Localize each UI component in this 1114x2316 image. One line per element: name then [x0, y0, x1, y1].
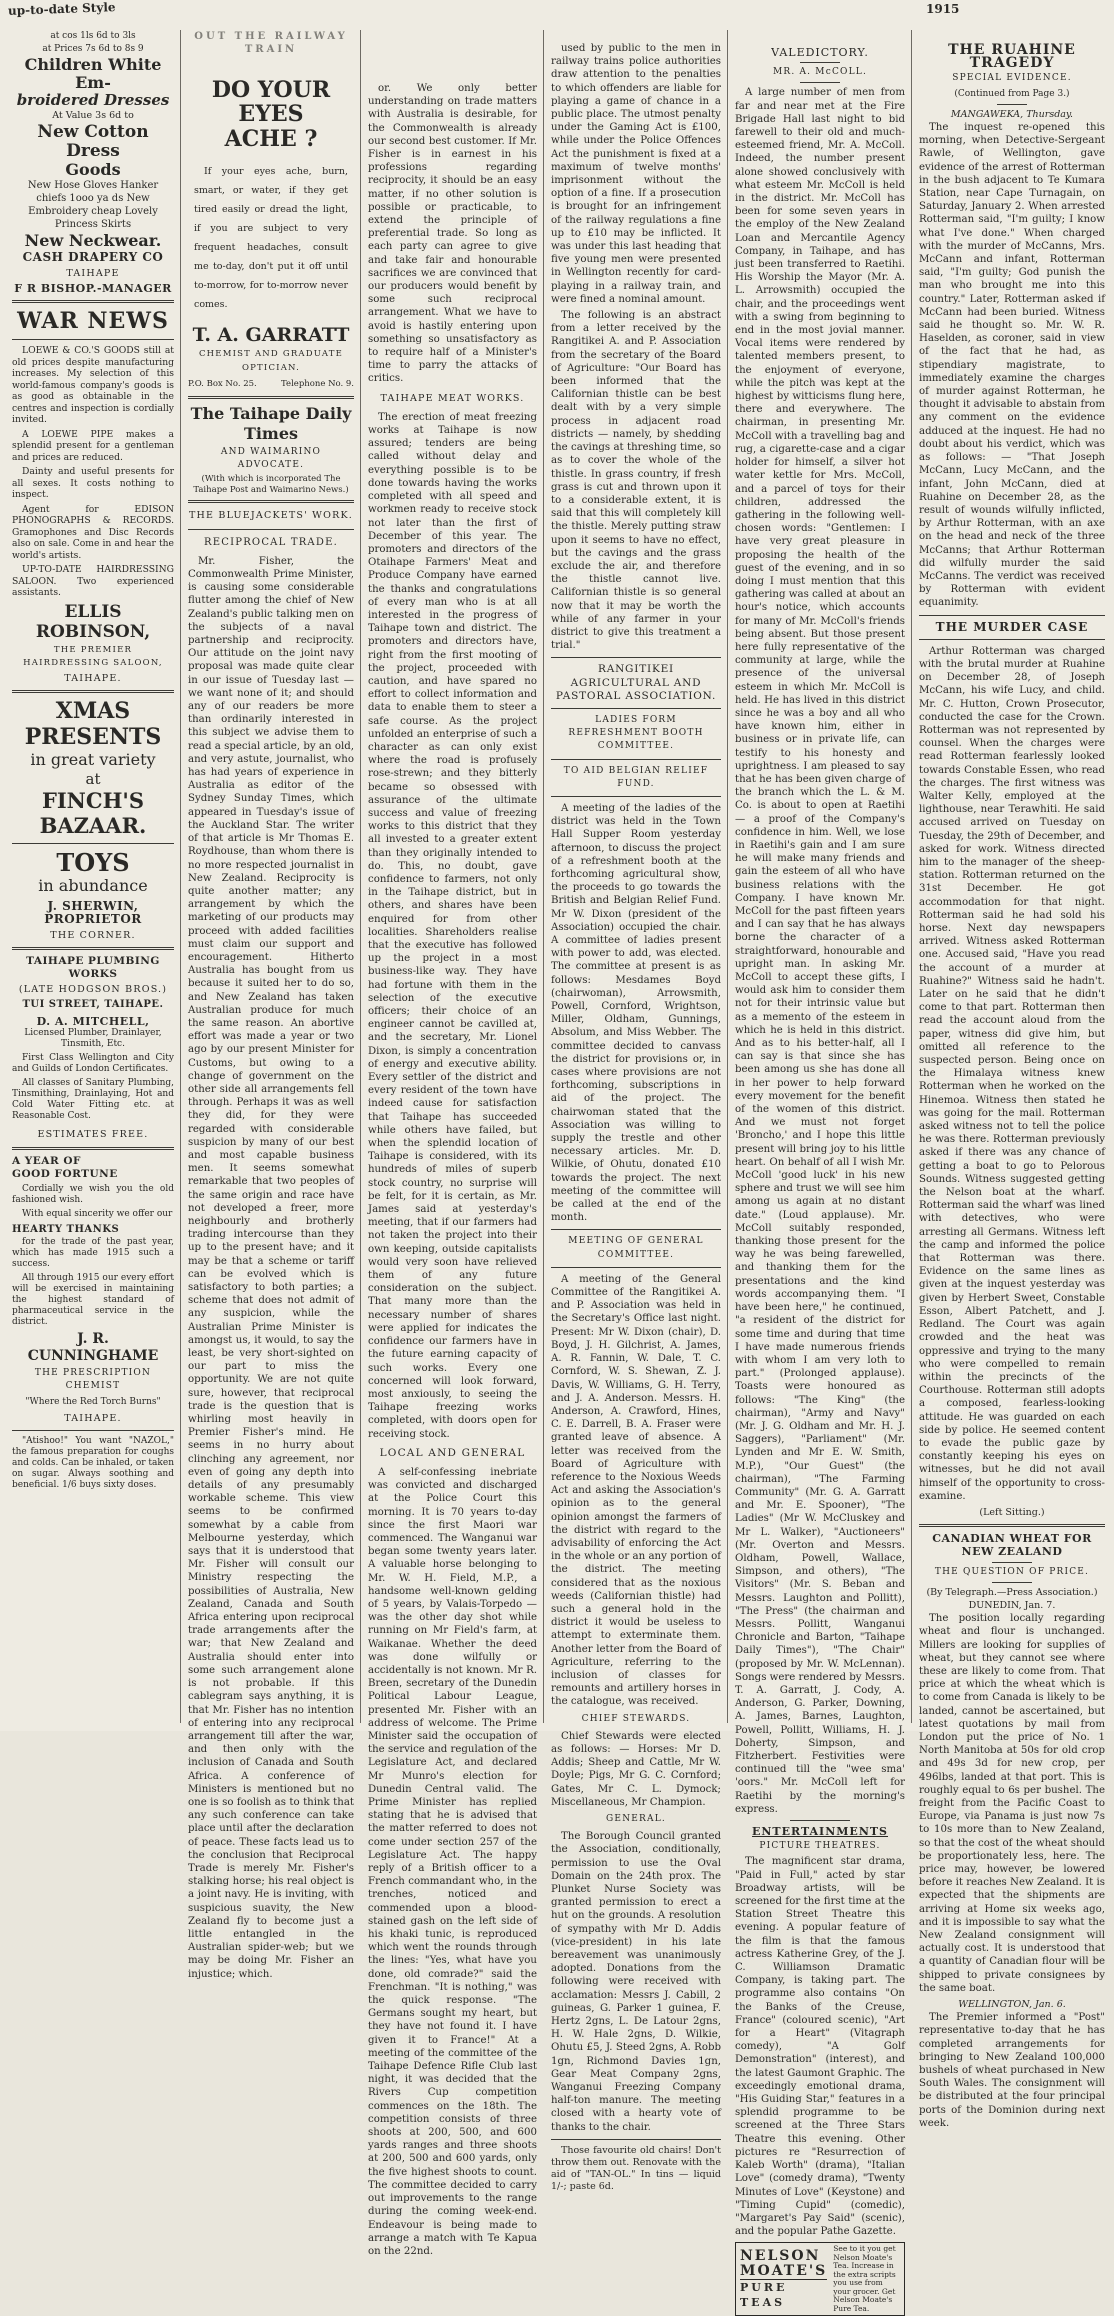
ad-proprietor: J. SHERWIN, PROPRIETOR	[44, 899, 142, 927]
article-heading: THE RUAHINE TRAGEDY	[948, 42, 1076, 72]
divider	[919, 1524, 1105, 1527]
ad-line: Licensed Plumber, Drainlayer, Tinsmith, Etc.	[24, 1027, 162, 1049]
contact-row	[188, 378, 354, 391]
ad-text: With equal sincerity we offer our	[22, 1209, 173, 1220]
ad-headline: ELLIS ROBINSON,	[35, 601, 151, 642]
column-tragedy	[919, 30, 1105, 2129]
nelson-moate-ad	[735, 2242, 905, 2316]
ad-headline: HEARTY THANKS	[12, 1224, 120, 1236]
ad-proprietor: T. A. GARRATT	[192, 324, 350, 347]
article-body: Arthur Rotterman was charged with the brutal murder at Ruahine on December 28, of Joseph McCann, his wife Lucy, and child. Mr. C. Hutton, Crown Prosecutor, conducted the case for the Crown. Rotterman was not represented by counsel. When the charges were read Rotterman fearlessly looked towards Constable Essen, who read the charges. The first witness was Walter Kelly, employed at the lighthouse, near Terawhiti. He said accused arrived on Tuesday on Tuesday, the 29th of December, and asked for work. Witness directed him to the manager of the sheep-station. Rotterman returned on the 31st December. He got accommodation for that night. Rotterman said he had sold his horse. Next day newspapers arrived. Witness asked Rotterman one. Accused said, "Have you read the account of a murder at Ruahine?" Witness said he hadn't. Later on he said that he didn't come to that part. Rotterman then read the account aloud from the paper, witness did give him, but omitted all reference to the suspected person. Being once on the Himalaya witness knew Rotterman when he worked on the Hinemoa. Witness then stated he was going for the mail. Rotterman asked witness not to tell the police he was there. Rotterman previously asked if there was any chance of getting a boat to go to Pelorous Sounds. Witness suggested getting the Nelson boat at the wharf. Rotterman said the wharf was lined with detectives, who were arresting all Germans. Witness left the camp and informed the police that Rotterman was there. Evidence on the same lines as given at the inquest yesterday was given by Herbert Sweet, Constable Esson, Albert Patchett, and J. Redland. The Court was again crowded and the heat was oppressive and trying to the many who were compelled to remain within the precincts of the Courthouse. Rotterman still adopts a composed, fearless-looking attitude. He was guarded on each side by police. He seemed content to evade the public gaze by constantly keeping his eyes on witnesses, but he did not avail himself of the opportunity to cross-examine.	[919, 645, 1105, 1502]
divider	[997, 104, 1027, 105]
article-body: Chief Stewards were elected as follows: — Horses: Mr D. Addis; Sheep and Cattle, Mr W. Doyle; Pigs, Mr G. C. Cornford; Gates, Mr C. L. Dymock; Miscellaneous, Mr Champion.	[551, 1730, 721, 1808]
divider	[188, 529, 354, 530]
article-heading: LOCAL AND GENERAL	[379, 1446, 526, 1459]
po-box: P.O. Box No. 25.	[188, 378, 257, 389]
article-heading: VALEDICTORY.	[771, 46, 869, 59]
ad-headline: Goods	[65, 159, 121, 179]
article-body: The erection of meat freezing works at Taihape is now assured; tenders are being called without delay and everything possible is to be done towards having the works completed with all speed and workmen ready to receive stock not later than the first of December of this year. The promoters and directors of the Otaihape Farmers' Meat and Produce Company have earned the thanks and congratulations of every man who is at all interested in the progress of Taihape town and district. The promoters and directors have, right from the first mooting of the project, proceeded with caution, and have spared no effort to collect information and data to enable them to steer a safe course. As the project unfolded an enterprise of such a character as can only exist where the road is profusely rose-strewn; and they bitterly became so obsessed with assurance of the ultimate success and value of freezing works to this district that they all invested to a greater extent than they originally intended to do. This, no doubt, gave confidence to farmers, not only in the Taihape district, but in others, and shares have been enquired for from other localities. Shareholders realise that the executive has followed up the project in a most business-like way. They have had fortune with them in the selection of the executive officers; their choice of an engineer cannot be cavilled at, and the secretary, Mr. Lionel Dixon, is simply a concentration of energy and executive ability. Every settler of the district and every resident of the town have indeed cause for satisfaction that Taihape has succeeded while others have failed, but when the splendid location of Taihape is considered, with its hundreds of miles of superb stock country, no surprise will be felt, for it is certain, as Mr. James said at yesterday's meeting, that if our farmers had not taken the project into their own keeping, outside capitalists would very soon have relieved them of any future consideration on the subject. That many more than the necessary number of shares were applied for indicates the confidence our farmers have in the future earning capacity of such works. Every one concerned will look forward, most anxiously, to seeing the Taihape freezing works completed, with doors open for receiving stock.	[368, 411, 537, 1440]
ad-proprietor: J. R. CUNNINGHAME	[27, 1330, 159, 1364]
article-body: The Premier informed a "Post" representative to-day that he has completed arrangements for bringing to New Zealand 100,000 bushels of wheat purchased in New South Wales. The consignment will be distributed at the four principal ports of the Dominion during next week.	[919, 2012, 1105, 2129]
ad-line: in abundance	[38, 876, 148, 896]
article-body: used by public to the men in railway trains police authorities draw attention to the penalties to which offenders are liable for playing a game of chance in a public place. The utmost penalty under the Gaming Act is £100, while under the Police Offences Act the punishment is fixed at a maximum of twelve months' imprisonment without the option of a fine. If a prosecution is brought for an infringement of the railway regulations a fine up to £10 may be inflicted. It was under this last heading that five young men were presented in Wellington recently for card-playing in a railway train, and were fined a nominal amount.	[551, 43, 721, 305]
article-note: (Left Sitting.)	[979, 1506, 1045, 1518]
article-heading: RECIPROCAL TRADE.	[204, 536, 338, 548]
ad-line: Embroidery cheap Lovely	[28, 206, 158, 218]
ad-text: LOEWE & CO.'S GOODS still at old prices despite manufacturing increases. My selection of this world-famous company's goods is as good as obtainable in the centres and inspection is cordially invited.	[12, 345, 174, 426]
ad-text: All classes of Sanitary Plumbing, Tinsmithing, Drainlaying, Hot and Cold Water Fitting etc. at Reasonable Cost.	[12, 1077, 174, 1121]
divider	[551, 2139, 721, 2140]
article-body: A meeting of the ladies of the district was held in the Town Hall Supper Room yesterday afternoon, to discuss the project of a refreshment booth at the forthcoming agricultural show, the proceeds to go towards the British and Belgian Relief Fund. Mr W. Dixon (president of the Association) occupied the chair. A committee of ladies present with power to add, was elected. The committee at present is as follows: Mesdames Boyd (chairwoman), Arrowsmith, Powell, Cornford, Wrightson, Miller, Oldham, Gunnings, Absolum, and Miss Webber. The committee decided to canvass the district for provisions or, in cases where provisions are not forthcoming, subscriptions in aid of the project. The chairwoman stated that the Association was willing to supply the trestle and other necessary articles. Mr. D. Wilkie, of Ohutu, donated £10 towards the project. The next meeting of the committee will be called at the end of the month.	[551, 802, 721, 1224]
article-heading: ENTERTAINMENTS	[751, 1825, 889, 1839]
article-heading: CANADIAN WHEAT FOR NEW ZEALAND	[932, 1532, 1092, 1559]
article-body: The following is an abstract from a letter received by the Rangitikei A. and P. Association from the secretary of the Board of Agriculture: "Our Board has been informed that the Californian thistle can be best dealt with by a very simple process in adjacent road districts — namely, by shedding the cavings at threshing time, so as to cover the whole of the thistle. In grass country, if fresh grass is cut and thrown upon it to a considerable extent, it is said that this will completely kill the thistle. Merely putting straw upon it seems to have no effect, but the cavings and the grass exclude the air, and therefore the thistle cannot live. Californian thistle is so general now that it may be worth the while of any farmer in your district to give this treatment a trial."	[551, 310, 721, 652]
column-ads-left	[12, 30, 174, 1723]
ad-fine-print: See to it you get Nelson Moate's Tea. Increase in the extra scripts you use from your grocer. Get Nelson Moate's Pure Tea.	[833, 2244, 896, 2313]
ad-headline: XMAS PRESENTS	[24, 698, 162, 751]
article-body: The position locally regarding wheat and flour is unchanged. Millers are looking for supplies of wheat, but they cannot see where these are likely to come from. That price at which the wheat which is to come from Canada is likely to be landed, cannot be ascertained, but latest quotations by mail from London put the price of No. 1 North Manitoba at 50s for old crop and 49s 3d for new crop, per 496lbs, landed at that port. This is roughly equal to 6s per bushel. The freight from the Pacific Coast to Europe, via Panama is just now 7s to 10s more than to New Zealand, so that the cost of the wheat should be proportionately less, here. The price may, however, be lowered before it reaches New Zealand. It is expected that the shipments are arriving at Home six weeks ago, and it is impossible to say what the New Zealand consignment will actually cost. It is understood that a quantity of Canadian flour will be shipped to private consignees by the same boat.	[919, 1613, 1105, 1994]
page-number: 1915	[926, 2, 960, 16]
column-rule	[727, 30, 728, 1723]
ad-headline: WAR NEWS	[17, 308, 169, 335]
divider	[790, 1820, 850, 1821]
ad-text: All through 1915 our every effort will be exercised in maintaining the highest standard of pharmaceutical service in the district.	[12, 1272, 174, 1327]
ad-text: If your eyes ache, burn, smart, or water, if they get tired easily or dread the light, if you are subject to very frequent headaches, consult me to-day, don't put it off until to-morrow, for to-morrow never comes.	[194, 166, 348, 311]
divider	[551, 1229, 721, 1230]
ad-line: THE CORNER.	[50, 929, 136, 941]
article-subheading: SPECIAL EVIDENCE.	[952, 73, 1072, 84]
dateline: WELLINGTON, Jan. 6.	[958, 1999, 1066, 2011]
divider	[188, 396, 354, 399]
masthead-left: up-to-date Style	[7, 0, 116, 18]
ad-headline: New Cotton Dress	[37, 121, 149, 161]
ad-text: UP-TO-DATE HAIRDRESSING SALOON. Two experienced assistants.	[12, 564, 174, 599]
article-subheading: LADIES FORM REFRESHMENT BOOTH COMMITTEE.	[568, 714, 704, 752]
article-subheading: GENERAL.	[606, 1814, 666, 1824]
article-body: The Borough Council granted the Association, conditionally, permission to use the Oval Domain on the 24th prox. The Plunket Nurse Society was granted permission to erect a hut on the grounds. A resolution of sympathy with Mr D. Addis (vice-president) in his late bereavement was unanimously adopted. Donations from the following were received with acclamation: Messrs J. Cabill, 2 guineas, G. Parker 1 guinea, F. Hertz 2gns, L. De Latour 2gns, H. W. Hale 2gns, D. Wilkie, Ohutu £5, J. Steed 2gns, A. Robb 1gn, Richmond Davies 1gn, Gear Meat Company 2gns, Wanganui Freezing Company half-ton manure. The meeting closed with a hearty vote of thanks to the chair.	[551, 1831, 721, 2133]
divider	[992, 1582, 1032, 1583]
ad-line: ESTIMATES FREE.	[37, 1128, 149, 1140]
divider	[919, 615, 1105, 616]
column-rule	[911, 30, 912, 1723]
ad-text: Cordially we wish you the old fashioned wish.	[12, 1184, 174, 1206]
divider	[12, 1147, 174, 1150]
article-body: The magnificent star drama, "Paid in Full," acted by star Broadway artists, will be screened for the first time at the Station Street Theatre this evening. A popular feature of the film is that the famous actress Katherine Grey, of the J. C. Williamson Dramatic Company, is taking part. The programme also contains "On the Banks of the Creuse, France" (coloured scenic), "Art for a Heart" (Vitagraph comedy), "A Golf Demonstration" (interest), and the latest Gaumont Graphic. The exceedingly emotional drama, "His Guiding Star," features in a splendid programme to be screened at the Three Stars Theatre this evening. Other pictures re "Resurrection of Kaleb Worth" (drama), "Italian Love" (comedy drama), "Twenty Minutes of Love" (Keystone) and "Timing Cupid" (comedic), "Margaret's Pay Said" (scenic), and the popular Pathe Gazette.	[735, 1856, 905, 2238]
ad-line: THE PREMIER HAIRDRESSING SALOON,	[23, 644, 163, 668]
divider	[12, 947, 174, 950]
ad-line: CHEMIST AND GRADUATE OPTICIAN.	[198, 349, 344, 373]
ad-text: for the trade of the past year, which has made 1915 such a success.	[12, 1236, 174, 1269]
column-rule	[360, 30, 361, 1723]
divider	[12, 843, 174, 844]
divider	[12, 339, 174, 340]
divider	[551, 1267, 721, 1268]
dateline: (By Telegraph.—Press Association.) DUNEDIN, Jan. 7.	[926, 1586, 1098, 1611]
ad-headline: Children White Em-	[24, 55, 162, 93]
divider	[551, 759, 721, 760]
divider	[551, 708, 721, 709]
column-rule	[543, 30, 544, 1723]
newspaper-subtitle: AND WAIMARINO ADVOCATE.	[220, 447, 322, 471]
ad-line: at	[85, 770, 101, 789]
article-heading: TAIHAPE MEAT WORKS.	[380, 392, 525, 404]
ad-headline: broidered Dresses	[16, 91, 170, 110]
article-body: The inquest re-opened this morning, when Detective-Sergeant Rawle, of Wellington, gave evidence of the arrest of Rotterman in the bush adjacent to Te Kumara Station, near Cape Turnagain, on Saturday, January 2. When arrested Rotterman said, "I'm guilty; I know what I've done." When charged with the murder of McCanns, Mrs. McCann and infant, Rotterman said, "I'm guilty; God punish the man who brought me into this country." Later, Rotterman asked if McCann had been buried. Witness said he thought so. Mr. W. R. Haselden, as coroner, said in view of the fact that he had, as stipendiary magistrate, to immediately examine the charges of murder against Rotterman, he thought it advisable to abstain from any comment on the evidence adduced at the inquest. He had no doubt about his verdict, which was as follows: — "That Joseph McCann, Lucy McCann, and the infant, John McCann, died at Ruahine on December 28, as the result of wounds wilfully inflicted, by Arthur Rotterman, with an axe on the head and neck of the three McCanns; that Arthur Rotterman did wilfully murder the said McCanns. The verdict was received by Rotterman with evident equanimity.	[919, 122, 1105, 609]
divider	[919, 639, 1105, 640]
ad-company: TAIHAPE PLUMBING WORKS	[26, 954, 160, 980]
article-subheading: PICTURE THEATRES.	[759, 1841, 881, 1852]
ad-line: At Value 3s 6d to	[52, 110, 134, 122]
ad-town: TAIHAPE.	[64, 672, 122, 684]
article-body: A large number of men from far and near met at the Fire Brigade Hall last night to bid farewell to their old and much-esteemed friend, Mr. A. McColl. Indeed, the number present alone showed conclusively with what esteem Mr. McColl is held in the district. Mr. McColl has been for some seven years in the employ of the New Zealand Loan and Mercantile Agency Company, in Taihape, and has just been transferred to Raetihi. His Worship the Mayor (Mr. A. L. Arrowsmith) occupied the chair, and the proceedings went with a swing from beginning to end in the most jovial manner. Vocal items were rendered by talented members present, to the enjoyment of everyone, while the pitch was kept at the highest by witticisms flung here, there and everywhere. The chairman, in presenting Mr. McColl with a travelling bag and rug, a cigarette-case and a cigar holder for himself, a silver hot water kettle for Mrs. McColl, and a parcel of toys for their children, addressed the gathering in the following well-chosen words: "Gentlemen: I have very great pleasure in proposing the health of the guest of the evening, and in so doing I must mention that this gathering was called at about an hour's notice, which accounts for many of Mr. McColl's friends being absent. But those present here fully representative of the community at large, while the presence of the universal esteem in which Mr. McColl is held. He has lived in this district since he was a boy and all who have known him, either in business or in private life, can testify to his honesty and uprightness. I am pleased to say that he has been given charge of the branch which the L. & M. Co. is about to open at Raetihi — a proof of the Company's confidence in him. Well, we lose in Raetihi's gain and I am sure he will make many friends and gain the esteem of all who have business relations with the Company. I have known Mr. McColl for the past fifteen years and I can say that he has always borne the character of a straightforward, honourable and upright man. In asking Mr. McColl to accept these gifts, I would ask him to consider them not for their intrinsic value but as a memento of the esteem in which he is held in this district. And as to his better-half, all I can say is that since she has been among us she has done all in her power to help forward every movement for the benefit of the women of this district. And we must not forget 'Broncho,' and I hope this little present will bring joy to his little heart. On behalf of all I wish Mr. McColl 'good luck' in his new sphere and trust we will see him among us again at no distant date." (Loud applause). Mr. McColl suitably responded, thanking those present for the way he was being farewelled, and thanking them for the presentations and the kind words accompanying them. "I have been here," he continued, "a resident of the district for some time and during that time I have made numerous friends with whom I am very loth to part." (Prolonged applause). Toasts were honoured as follows: "The King" (the chairman), "Army and Navy" (Mr. J. G. Oldham and Mr. H. J. Saggers), "Parliament" (Mr. Lynden and Mr E. W. Smith, M.P.), "Our Guest" (the chairman), "The Farming Community" (Mr. G. A. Garratt and Mr. E. Spooner), "The Ladies" (Mr W. McCluskey and Mr L. Walker), "Auctioneers" (Mr. Overton and Messrs. Oldham, Powell, Wallace, Simpson, and others), "The Visitors" (Mr. S. Beban and Messrs. Laughton and Pollitt), "The Press" (the chairman and Messrs. Pollitt, Wanganui Chronicle and Barton, "Taihape Daily Times"), "The Chair" (proposed by Mr. W. McLennan). Songs were rendered by Messrs. T. A. Garratt, J. Cody, A. Anderson, G. Parker, Downing, A. James, Barnes, Laughton, Powell, Pollitt, Williams, H. J. Doherty, Simpson, and Fitzherbert. Festivities were continued till the "wee sma' 'oors." Mr. McColl left for Raetihi by the morning's express.	[735, 87, 905, 1815]
ad-text: "Atishoo!" You want "NAZOL," the famous preparation for coughs and colds. Can be inhaled, or taken on sugar. Always soothing and beneficial. 1/6 buys sixty doses.	[12, 1436, 174, 1491]
prices-line: at Prices 7s 6d to 8s 9	[42, 44, 144, 55]
ad-town: TAIHAPE	[66, 267, 120, 279]
prices-line: at cos 1ls 6d to 3ls	[50, 31, 136, 41]
article-subheading: CHIEF STEWARDS.	[581, 1713, 691, 1724]
article-heading: RANGITIKEI AGRICULTURAL AND PASTORAL ASSOCIATION.	[555, 663, 717, 702]
article-body: or. We only better understanding on trade matters with Australia is desirable, for the Commonwealth is already our second best customer. If Mr. Fisher is in earnest in his professions regarding reciprocity, it should be an easy matter, if no other solution is possible or practicable, to extend the principle of preferential trade. So long as each party can agree to give and take fair and honourable sacrifices we are convinced that our producers would benefit by some such reciprocal arrangement. What we have to avoid is hastily entering upon something so unsatisfactory as to require half of a Minister's time to parry the attacks of critics.	[368, 83, 537, 385]
article-body: A self-confessing inebriate was convicted and discharged at the Police Court this morning. It is 70 years to-day since the first Maori war commenced. The Wanganui war began some twenty years later. A valuable horse belonging to Mr. W. H. Field, M.P., a handsome well-known gelding of 5 years, by Valais-Torpedo — was the other day shot while running on Mr Field's farm, at Waikanae. Whether the deed was done wilfully or accidentally is not known. Mr R. Breen, secretary of the Dunedin Political Labour League, presented Mr. Fisher with an address of welcome. The Prime Minister said the occupation of the service and regulation of the Legislature Act, and declared Mr Munro's election for Dunedin Central valid. The Prime Minister has replied stating that he is advised that the matter referred to does not come under section 257 of the Legislature Act. The happy reply of a British officer to a French commandant who, in the trenches, noticed and commended upon a blood-stained gash on the left side of his khaki tunic, is reproduced which went the rounds through the lines: "Yes, what have you done, old comrade?" said the Frenchman. "It is nothing," was the quick response. "The Germans sought my heart, but they have not found it. I have given it to France!" At a meeting of the committee of the Taihape Defence Rifle Club last night, it was decided that the Rivers Cup competition commences on the 18th. The competition consists of three shoots at 200, 500, and 600 yards ranges and three shoots at 200, 500 and 600 yards, only the five highest shoots to count. The committee decided to carry out improvements to the range during the coming week-end. Endeavour is being made to arrange a match with Te Kapua on the 22nd.	[368, 1466, 537, 2257]
ad-text: Agent for EDISON PHONOGRAPHS & RECORDS. Gramophones and Disc Records also on sale. Come in and hear the world's artists.	[12, 503, 174, 561]
ad-proprietor: D. A. MITCHELL,	[36, 1014, 150, 1028]
divider	[12, 1430, 174, 1431]
column-valedictory	[735, 30, 905, 2313]
ad-line: TUI STREET, TAIHAPE.	[22, 999, 164, 1011]
ad-headline: GOOD FORTUNE	[12, 1168, 118, 1181]
divider	[12, 690, 174, 693]
article-subheading: MEETING OF GENERAL COMMITTEE.	[568, 1236, 704, 1260]
telephone: Telephone No. 9.	[281, 378, 354, 389]
ad-headline: FINCH'S BAZAAR.	[39, 788, 147, 839]
dateline: MANGAWEKA, Thursday.	[950, 108, 1074, 120]
ad-headline: TOYS	[56, 848, 130, 878]
section-heading: THE BLUEJACKETS' WORK.	[189, 510, 353, 522]
article-note: (Continued from Page 3.)	[954, 88, 1070, 99]
article-body: Mr. Fisher, the Commonwealth Prime Minister, is causing some considerable flutter among the chief of New Zealand's public talking men on the subjects of a naval partnership and reciprocity. Our attitude on the joint navy proposal was made quite clear in our issue of Tuesday last — we want none of it; and should any of our readers be more than ordinarily interested in this subject we advise them to read a special article, by an old, and very astute, journalist, who has had years of experience in Australia as editor of the Sydney Sunday Times, which appeared in Tuesday's issue of the Auckland Star. The writer of that article is Mr Thomas E. Roydhouse, than whom there is no more respected journalist in New Zealand. Reciprocity is quite another matter; any arrangement by which the marketing of our products may proceed with added facilities must claim our support and encouragement. Hitherto Australia has bought from us because it suited her to do so, and New Zealand has taken Australian produce for much the same reason. An abortive effort was made a year or two ago by our present Minister for Customs, but owing to a change of government on the other side all arrangements fell through. Perhaps it was as well they did, for they were regarded with considerable suspicion by many of our best and most capable business men. It seems somewhat remarkable that two peoples of the same origin and race have not developed a freer, more neighbourly and brotherly trading intercourse than they up to the present have; and it may be that a scheme or tariff can be evolved which is satisfactory to both parties; a scheme that does not admit of any suspicion, while the Australian Prime Minister is amongst us, it would, to say the least, be very short-sighted on our part to miss the opportunity. We are not quite sure, however, that reciprocal trade is the question that is whirling most heavily in Premier Fisher's mind. He seems in no hurry about clinching any agreement, nor even of going any depth into details of any presumably workable scheme. This view seems to be confirmed somewhat by a cable from Melbourne yesterday, which says that it is understood that Mr. Fisher will consult our Ministry respecting the possibilities of Australia, New Zealand, Canada and South Africa entering upon reciprocal trade arrangements after the war; that New Zealand and Australia should enter into some such arrangement alone is not probable. If this cablegram says anything, it is that Mr. Fisher has no intention of entering into any reciprocal arrangement till after the war, and then only with the inclusion of Canada and South Africa. A conference of Ministers is mentioned but no one is so foolish as to think that any such conference can take place until after the declaration of peace. These facts lead us to the conclusion that Reciprocal Trade is merely Mr. Fisher's stalking horse; his real object is a joint navy. He is inviting, with suspicious suavity, the New Zealand fly to become just a little entangled in the Australian spider-web; but we may be doing Mr. Fisher an injustice; which.	[188, 555, 354, 1980]
ad-text: Dainty and useful presents for all sexes. It costs nothing to inspect.	[12, 466, 174, 501]
article-subheading: MR. A. McCOLL.	[772, 67, 868, 78]
newspaper-title: The Taihape Daily Times	[190, 404, 352, 444]
ad-line: (LATE HODGSON BROS.)	[18, 984, 168, 996]
column-editorial-cont	[368, 30, 537, 2257]
ad-headline: New Neckwear.	[24, 231, 162, 251]
ad-text: A LOEWE PIPE makes a splendid present for a gentleman and prices are reduced.	[12, 428, 174, 463]
article-subheading: TO AID BELGIAN RELIEF FUND.	[563, 765, 709, 789]
ad-line: "Where the Red Torch Burns"	[25, 1396, 161, 1407]
ad-headline: ACHE ?	[224, 126, 318, 153]
ad-text: Those favourite old chairs! Don't throw them out. Renovate with the aid of "TAN-OL." In tins — liquid 1/-; paste 6d.	[551, 2144, 721, 2192]
divider	[551, 657, 721, 658]
column-editorial	[188, 30, 354, 1980]
article-heading: THE MURDER CASE	[935, 619, 1089, 634]
article-body: A meeting of the General Committee of the Rangitikei A. and P. Association was held in the Secretary's Office last night. Present: Mr W. Dixon (chair), D. Boyd, J. H. Gilchrist, A. James, A. R. Fannin, W. Dale, T. C. Cornford, W. S. Shewan, Z. J. Davis, W. Williams, G. H. Terry, and J. A. Anderson. Messrs. H. Anderson, A. Crawford, Hines, C. E. Darrell, B. A. Fraser were granted leave of absence. A letter was received from the Board of Agriculture with reference to the Noxious Weeds Act and asking the Association's opinion as to the general opinion amongst the farmers of the district with regard to the advisability of enforcing the Act in the whole or an any portion of the district. The meeting considered that as the noxious weeds (Californian thistle) had such a general hold in the district it would be useless to attempt to exterminate them. Another letter from the Board of Agriculture, referring to the inclusion of classes for remounts and artillery horses in the catalogue, was received.	[551, 1273, 721, 1708]
ad-headline: DO YOUR EYES	[211, 77, 331, 128]
ad-line: THE PRESCRIPTION CHEMIST	[34, 1367, 152, 1391]
ad-line: chiefs 1ooo ya ds New	[36, 192, 150, 204]
ad-company: CASH DRAPERY CO	[22, 250, 164, 265]
ad-line: Princess Skirts	[54, 219, 132, 231]
ad-brand: NELSON MOATE'S	[740, 2247, 828, 2279]
ad-line: New Hose Gloves Hanker	[27, 179, 159, 191]
ad-town: TAIHAPE.	[64, 1413, 122, 1425]
faded-headline: OUT THE RAILWAY TRAIN	[194, 31, 348, 56]
ad-brand-sub: PURE TEAS	[740, 2279, 827, 2310]
divider	[12, 300, 174, 303]
ad-headline: A YEAR OF	[12, 1154, 81, 1167]
ad-text: First Class Wellington and City and Guilds of London Certificates.	[12, 1052, 174, 1074]
newspaper-note: (With which is incorporated The Taihape Post and Waimarino News.)	[193, 474, 349, 495]
divider	[992, 1562, 1032, 1563]
ad-manager: F R BISHOP.-MANAGER	[14, 281, 172, 295]
divider	[800, 62, 840, 63]
divider	[188, 500, 354, 503]
article-subheading: THE QUESTION OF PRICE.	[934, 1566, 1090, 1577]
divider	[551, 796, 721, 797]
ad-line: in great variety	[30, 750, 156, 770]
divider	[800, 82, 840, 83]
column-rule	[180, 30, 181, 1723]
column-news	[551, 30, 721, 2192]
